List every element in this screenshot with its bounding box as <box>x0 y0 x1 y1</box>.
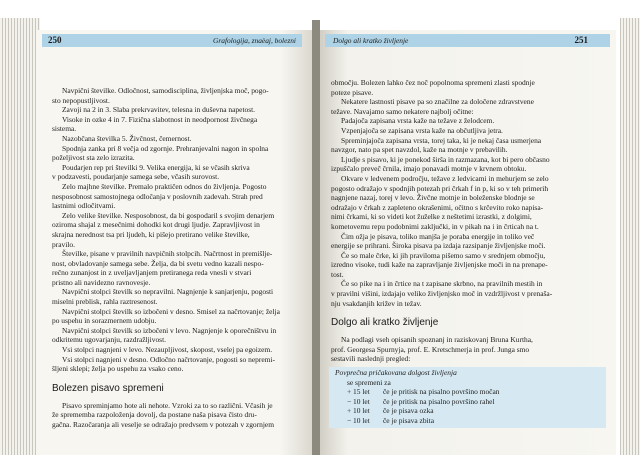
right-body-lines <box>331 78 606 308</box>
table-row-years: − 10 let <box>347 396 370 406</box>
table-row <box>335 397 606 407</box>
table-row-description: če je pisava zbita <box>383 416 435 425</box>
text-line: kometovemu repu podobnimi zaključki, in v pikah na i in črticah na t. <box>331 221 539 231</box>
text-line: prof. Georgesa Spurnyja, prof. E. Kretschmerja in prof. Junga smo <box>331 344 530 354</box>
text-line: rečno zunanjost in z uveljavljanjem pretiranega reda vnesli v stvari <box>52 268 252 278</box>
text-line: Zavoji na 2 in 3. Slaba prekrvavitev, telesna in duševna napetost. <box>62 105 256 115</box>
text-line: Pisavo spreminjamo hote ali nehote. Vzroki za to so različni. Včasih je <box>62 400 273 410</box>
text-line: nagnjene nazaj, torej v levo. Živčne motnje in boleženske blodnje se <box>331 193 535 203</box>
left-running-title: Grafologija, znaèaj, bolezni <box>213 36 296 45</box>
text-line: Če so male črke, ki jih praviloma pišemo samo v srednjem območju, <box>341 250 546 260</box>
text-line: Vzpenjajoča se zapisana vrsta kaže na občutljiva jetra. <box>341 125 503 135</box>
right-page-number: 251 <box>574 35 588 45</box>
right-running-title: Dolgo ali kratko življenje <box>333 36 409 45</box>
text-line: Na podlagi vseh opisanih spoznanj in raziskovanj Bruna Kurtha, <box>341 335 533 345</box>
text-line: Čim ožja je pisava, toliko manjša je poraba energije in toliko več <box>341 231 535 241</box>
text-line: Padajoča zapisana vrsta kaže na težave z želodcem. <box>341 116 495 126</box>
text-line: Spreminjajoča zapisana vrsta, torej taka, ki je nekaj časa usmerjena <box>341 135 542 145</box>
text-line: Nazobčana številka 5. Živčnost, čemernost. <box>62 133 192 143</box>
left-page-number: 250 <box>48 35 62 45</box>
text-line: Če so pike na i in črtice na t zapisane skrbno, na pravilnih mestih in <box>341 279 543 289</box>
table-row <box>335 406 606 416</box>
text-line: izpuščalo preveč črnila, imajo ponavadi motnje v krvnem obtoku. <box>331 164 527 174</box>
table-rows <box>335 387 606 425</box>
text-line: Zelo velike številke. Nesposobnost, da bi gospodaril s svojim denarjem <box>62 210 275 220</box>
text-line: Okvare v ledvenem področju, težave z ledvicami in mehurjem se zelo <box>341 173 549 183</box>
table-row <box>335 416 606 426</box>
life-expectancy-table <box>329 367 606 428</box>
table-row-years: − 10 let <box>347 416 370 425</box>
table-row-years: + 10 let <box>347 406 370 416</box>
text-line: območju. Bolezen lahko čez noč popolnoma spremeni zlasti spodnje <box>331 78 535 87</box>
table-row-description: če je pritisk na pisalno površino močan <box>383 387 500 397</box>
text-line: sestavili naslednji pregled: <box>331 354 411 364</box>
text-line: Ljudje s pisavo, ki je ponekod širša in razmazana, kot bi pero občasno <box>341 154 550 164</box>
text-line: že sprememba razpoloženja dovolj, da postane naša pisava čisto dru- <box>52 410 257 420</box>
text-line: šljeni sklepi; želja po uspehu za vsako ceno. <box>52 364 184 374</box>
text-line: nost, obvladovanje samega sebe. Želja, da bi svetu vedno kazali nespo- <box>52 258 264 268</box>
text-line: Zelo majhne številke. Premalo praktičen odnos do življenja. Pogosto <box>62 181 267 191</box>
text-line: Navpični številke. Odločnost, samodisciplina, življenjska moč, pogo- <box>62 86 269 95</box>
left-body-lines <box>52 86 298 374</box>
text-line: skrajna nerednost tsa pri ljudeh, ki pišejo pretirano velike številke, <box>52 229 250 239</box>
left-page-text <box>52 86 298 430</box>
text-line: Visoke in ozke 4 in 7. Fizična slabotnost in neodpornost živčnega <box>62 114 258 124</box>
table-row <box>335 387 606 397</box>
right-page-header <box>325 34 610 47</box>
text-line: nesposobnost samostojnega odločanja v poslovnih zadevah. Strah pred <box>52 191 263 201</box>
text-line: izredno visoke, tudi kaže na zapravljanje življenjske moči in na prenape- <box>331 260 548 270</box>
text-line: lastnimi odločitvami. <box>52 201 116 211</box>
text-line: v podzavesti, poudarjanje samega sebe, včasih surovost. <box>52 172 220 182</box>
left-page-edges <box>0 18 40 455</box>
text-line: nimi črkami, ki so videti kot žuželke z neštetimi izrastki, z dolgimi, <box>331 212 532 222</box>
text-line: pravilo. <box>52 239 75 249</box>
text-line: težave. Navajamo samo nekatere najbolj očitne: <box>331 106 474 116</box>
text-line: tost. <box>331 269 344 279</box>
text-line: poteze pisave. <box>331 87 374 97</box>
book-gutter <box>312 20 320 455</box>
text-line: miselni preblisk, rahla raztresenost. <box>52 297 158 307</box>
text-line: odražajo v črkah z zapleteno okrašenimi, očitno s krčevito roko napisa- <box>331 202 544 212</box>
left-section-lines <box>52 401 298 430</box>
text-line: Nekatere lastnosti pisave pa so značilne za določene zdravstvene <box>341 97 534 107</box>
table-title: Povprečna pričakovana dolgost življenja <box>335 368 457 378</box>
text-line: odkritemu ugovarjanju, razdražljivost. <box>52 335 167 345</box>
text-line: energije se prihrani. Široka pisava pa izdaja razsipanje življenjske moči. <box>331 241 546 251</box>
text-line: Navpični stolpci številk so nepravilni. Nagnjenje k sanjarjenju, pogosti <box>62 287 274 297</box>
text-line: navzgor, nato pa spet navzdol, kaže na motnje v prebavilih. <box>331 145 508 155</box>
right-page-text <box>331 78 606 428</box>
text-line: Navpični stolpci številk so izbočeni v levo. Nagnjenje k oporečništvu in <box>62 325 277 335</box>
text-line: pristno ali navidezno ravnovesje. <box>52 277 151 287</box>
text-line: sto nepopustljivost. <box>52 95 110 105</box>
text-line: sistema. <box>52 124 77 134</box>
text-line: po uspehu in sorazmernem udobju. <box>52 316 157 326</box>
text-line: Vsi stolpci nagnjeni v desno. Odločno načrtovanje, pogosti so nepremi- <box>62 354 275 364</box>
text-line: Spodnja zanka pri 8 večja od zgornje. Prehranjevalni nagon in spolna <box>62 143 269 153</box>
table-row-description: če je pisava ozka <box>383 406 434 416</box>
right-section-lines <box>331 335 606 364</box>
table-row-years: + 15 let <box>347 387 370 397</box>
text-line: nju vsakdanjih križev in težav. <box>331 298 422 308</box>
table-row-description: če je pritisk na pisalno površino rahel <box>383 396 495 406</box>
text-line: Navpični stolpci številk so izbočeni v desno. Smisel za načrtovanje; želja <box>62 306 280 316</box>
right-page-edges <box>620 18 640 455</box>
table-subtitle: se spremeni za <box>347 377 391 387</box>
text-line: poželjivost sta zelo izrazita. <box>52 153 135 163</box>
text-line: oziroma shajal z mesečnimi dohodki kot drugi ljudje. Zapravljivost in <box>52 220 260 230</box>
text-line: gačna. Razočaranja ali veselje se odražajo predvsem v potezah v zgornjem <box>52 420 274 429</box>
left-page-header <box>42 34 302 47</box>
right-section-heading: Dolgo ali kratko življenje <box>331 317 439 329</box>
text-line: Poudarjen rep pri številki 9. Velika energija, ki se včasih skriva <box>62 162 250 172</box>
text-line: Vsi stolpci nagnjeni v levo. Nezaupljivost, skopost, vselej pa egoizem. <box>62 345 273 355</box>
text-line: v pravilni višini, izdajajo veliko življenjsko moč in vzdržljivost v prenaša- <box>331 289 553 299</box>
text-line: Številke, pisane v pravilnih navpičnih stolpcih. Načrtnost in premišlje- <box>62 249 273 259</box>
left-section-heading: Bolezen pisavo spremeni <box>52 382 164 394</box>
text-line: pogosto odražajo v spodnjih potezah pri črkah f in p, ki so v teh primerih <box>331 183 549 193</box>
